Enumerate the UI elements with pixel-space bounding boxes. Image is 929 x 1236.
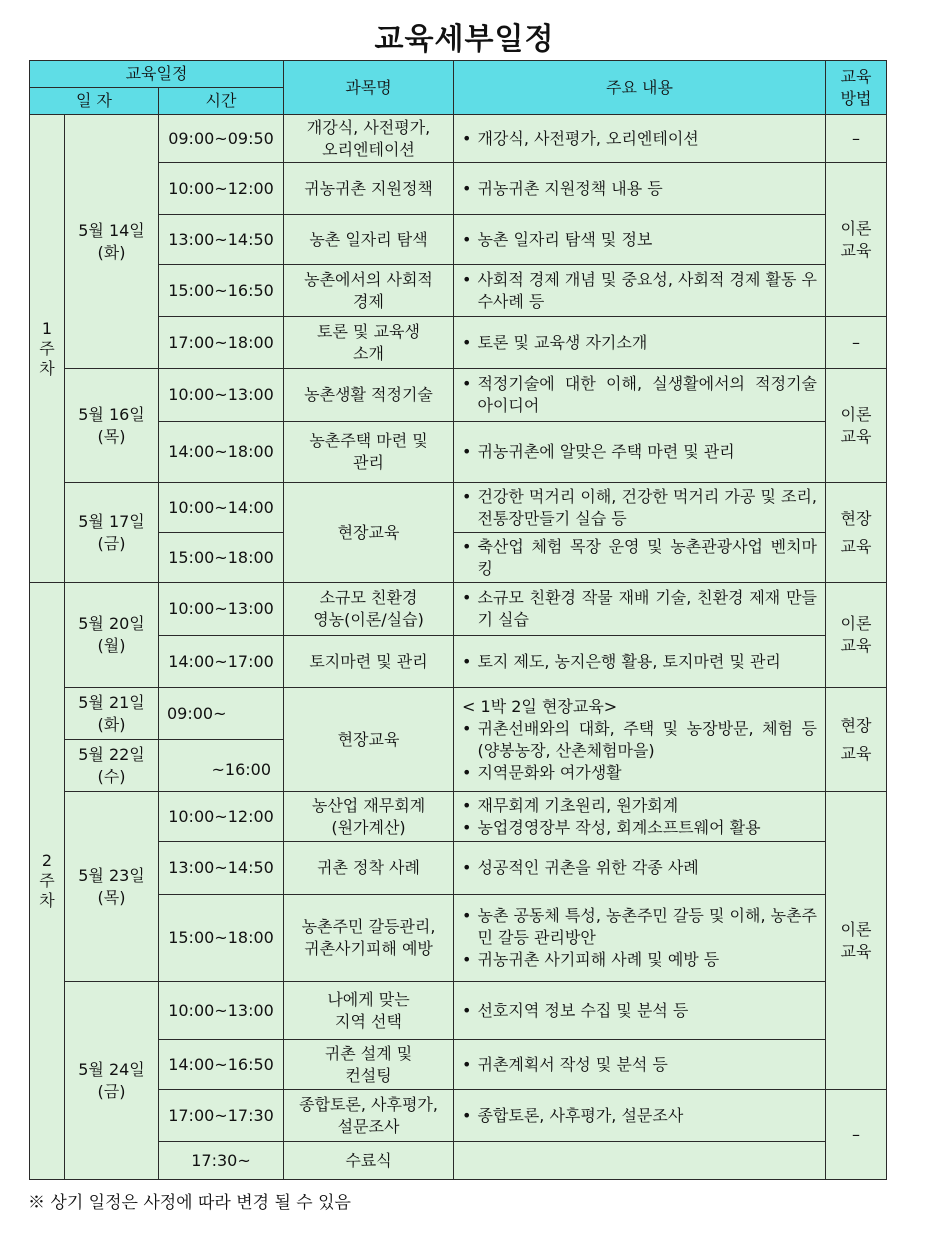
header-schedule: 교육일정 [30, 61, 284, 88]
day-cell: 5월 17일 (금) [65, 483, 159, 583]
subject-cell: 개강식, 사전평가, 오리엔테이션 [284, 115, 454, 163]
time-cell: 17:00~17:30 [159, 1090, 284, 1142]
footnote: ※ 상기 일정은 사정에 따라 변경 될 수 있음 [28, 1193, 351, 1213]
content-cell: • 귀촌계획서 작성 및 분석 등 [454, 1040, 826, 1090]
page-title: 교육세부일정 [374, 22, 555, 57]
subject-cell: 귀촌 설계 및 컨설팅 [284, 1040, 454, 1090]
subject-cell: 나에게 맞는 지역 선택 [284, 982, 454, 1040]
schedule-table [29, 60, 887, 1180]
week-1: 1 주 차 [30, 115, 65, 583]
day-cell: 5월 24일 (금) [65, 982, 159, 1180]
header-subject: 과목명 [284, 61, 454, 115]
time-cell: 14:00~17:00 [159, 636, 284, 688]
time-cell: 17:00~18:00 [159, 317, 284, 369]
subject-cell: 토론 및 교육생 소개 [284, 317, 454, 369]
content-cell: • 농촌 공동체 특성, 농촌주민 갈등 및 이해, 농촌주민 갈등 관리방안 • 귀농귀촌 사기피해 사례 및 예방 등 [454, 895, 826, 982]
time-cell: 09:00~09:50 [159, 115, 284, 163]
content-cell: • 농촌 일자리 탐색 및 정보 [454, 215, 826, 265]
subject-cell: 수료식 [284, 1142, 454, 1180]
time-cell: 10:00~13:00 [159, 369, 284, 422]
content-cell: • 귀농귀촌에 알맞은 주택 마련 및 관리 [454, 422, 826, 483]
day-cell: 5월 22일 (수) [65, 740, 159, 792]
time-cell: 15:00~18:00 [159, 533, 284, 583]
subject-cell: 농촌주택 마련 및 관리 [284, 422, 454, 483]
content-cell: • 성공적인 귀촌을 위한 각종 사례 [454, 842, 826, 895]
content-cell: • 축산업 체험 목장 운영 및 농촌관광사업 벤치마킹 [454, 533, 826, 583]
header-day: 일 자 [30, 88, 159, 115]
day-cell: 5월 20일 (월) [65, 583, 159, 688]
subject-cell: 소규모 친환경 영농(이론/실습) [284, 583, 454, 636]
time-cell: 10:00~13:00 [159, 982, 284, 1040]
content-cell: • 토지 제도, 농지은행 활용, 토지마련 및 관리 [454, 636, 826, 688]
method-cell: 이론 교육 [826, 792, 887, 1090]
method-cell: 이론 교육 [826, 369, 887, 483]
subject-cell: 귀농귀촌 지원정책 [284, 163, 454, 215]
content-cell-empty [454, 1142, 826, 1180]
method-cell: 현장 교육 [826, 688, 887, 792]
time-cell: ~16:00 [159, 740, 284, 792]
method-cell: – [826, 1090, 887, 1180]
content-cell: • 재무회계 기초원리, 원가회계 • 농업경영장부 작성, 회계소프트웨어 활용 [454, 792, 826, 842]
content-cell: • 귀농귀촌 지원정책 내용 등 [454, 163, 826, 215]
content-cell: < 1박 2일 현장교육> • 귀촌선배와의 대화, 주택 및 농장방문, 체험 등(양봉농장, 산촌체험마을) • 지역문화와 여가생활 [454, 688, 826, 792]
time-cell: 13:00~14:50 [159, 842, 284, 895]
subject-cell: 현장교육 [284, 688, 454, 792]
time-cell: 10:00~12:00 [159, 792, 284, 842]
time-cell: 14:00~18:00 [159, 422, 284, 483]
subject-cell: 귀촌 정착 사례 [284, 842, 454, 895]
method-cell: – [826, 317, 887, 369]
subject-cell: 토지마련 및 관리 [284, 636, 454, 688]
header-method: 교육 방법 [826, 61, 887, 115]
header-content: 주요 내용 [454, 61, 826, 115]
day-cell: 5월 23일 (목) [65, 792, 159, 982]
subject-cell: 농촌 일자리 탐색 [284, 215, 454, 265]
time-cell: 13:00~14:50 [159, 215, 284, 265]
content-cell: • 건강한 먹거리 이해, 건강한 먹거리 가공 및 조리, 전통장만들기 실습 등 [454, 483, 826, 533]
header-time: 시간 [159, 88, 284, 115]
content-cell: • 종합토론, 사후평가, 설문조사 [454, 1090, 826, 1142]
method-cell: 이론 교육 [826, 583, 887, 688]
time-cell: 14:00~16:50 [159, 1040, 284, 1090]
subject-cell: 농산업 재무회계 (원가계산) [284, 792, 454, 842]
day-cell: 5월 21일 (화) [65, 688, 159, 740]
content-cell: • 선호지역 정보 수집 및 분석 등 [454, 982, 826, 1040]
content-cell: • 개강식, 사전평가, 오리엔테이션 [454, 115, 826, 163]
content-cell: • 토론 및 교육생 자기소개 [454, 317, 826, 369]
time-cell: 10:00~14:00 [159, 483, 284, 533]
time-cell: 09:00~ [159, 688, 284, 740]
content-cell: • 사회적 경제 개념 및 중요성, 사회적 경제 활동 우수사례 등 [454, 265, 826, 317]
subject-cell: 농촌주민 갈등관리, 귀촌사기피해 예방 [284, 895, 454, 982]
content-cell: • 적정기술에 대한 이해, 실생활에서의 적정기술 아이디어 [454, 369, 826, 422]
day-cell: 5월 16일 (목) [65, 369, 159, 483]
method-cell: 이론 교육 [826, 163, 887, 317]
week-2: 2 주 차 [30, 583, 65, 1180]
subject-cell: 현장교육 [284, 483, 454, 583]
subject-cell: 농촌에서의 사회적 경제 [284, 265, 454, 317]
time-cell: 10:00~12:00 [159, 163, 284, 215]
content-heading: < 1박 2일 현장교육> [462, 696, 618, 716]
subject-cell: 농촌생활 적정기술 [284, 369, 454, 422]
time-cell: 17:30~ [159, 1142, 284, 1180]
subject-cell: 종합토론, 사후평가, 설문조사 [284, 1090, 454, 1142]
time-cell: 15:00~16:50 [159, 265, 284, 317]
content-cell: • 소규모 친환경 작물 재배 기술, 친환경 제재 만들기 실습 [454, 583, 826, 636]
method-cell: 현장 교육 [826, 483, 887, 583]
time-cell: 10:00~13:00 [159, 583, 284, 636]
time-cell: 15:00~18:00 [159, 895, 284, 982]
day-cell: 5월 14일 (화) [65, 115, 159, 369]
method-cell: – [826, 115, 887, 163]
